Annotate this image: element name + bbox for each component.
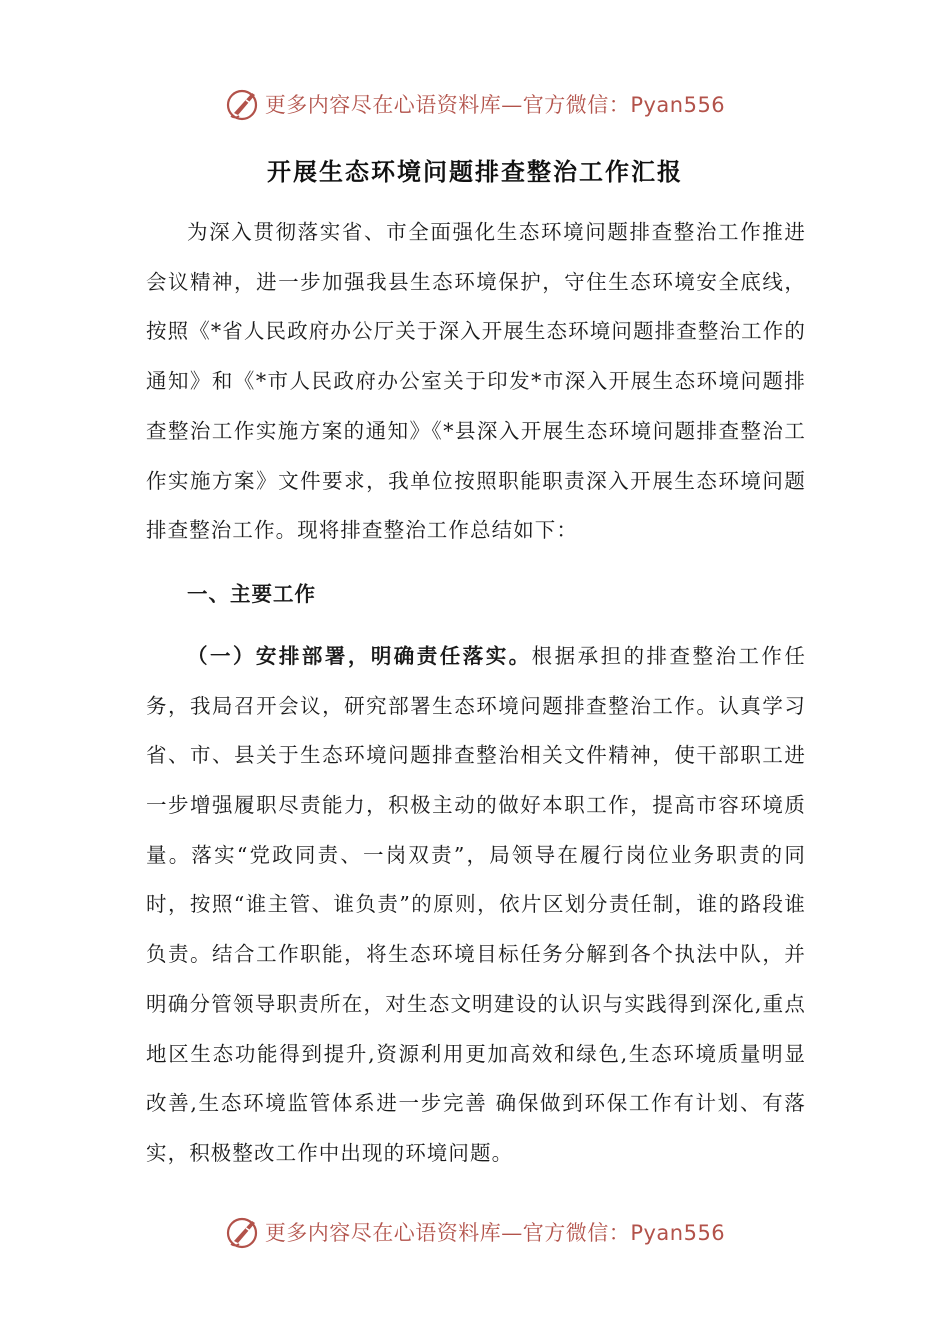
item-lead: （一）安排部署，明确责任落实。 <box>187 643 532 668</box>
document-title: 开展生态环境问题排查整治工作汇报 <box>267 157 683 186</box>
watermark-text: 更多内容尽在心语资料库—官方微信：Pyan556 <box>264 93 726 117</box>
quill-logo-icon <box>225 1214 261 1250</box>
section-heading: 一、主要工作 <box>187 581 316 606</box>
watermark-text: 更多内容尽在心语资料库—官方微信：Pyan556 <box>264 1221 726 1245</box>
document-body <box>146 208 806 1179</box>
quill-logo-icon <box>225 86 261 122</box>
watermark-banner-bottom <box>0 1212 950 1252</box>
intro-paragraph: 为深入贯彻落实省、市全面强化生态环境问题排查整治工作推进会议精神，进一步加强我县生态环境保护，守住生态环境安全底线，按照《*省人民政府办公厅关于深入开展生态环境问题排查整治工作的通知》和《*市人民政府办公室关于印发*市深入开展生态环境问题排查整治工作实施方案的通知》《*县深入开展生态环境问题排查整治工作实施方案》文件要求，我单位按照职能职责深入开展生态环境问题排查整治工作。现将排查整治工作总结如下： <box>146 220 806 543</box>
watermark-banner-top <box>0 84 950 124</box>
item-body: 根据承担的排查整治工作任务，我局召开会议，研究部署生态环境问题排查整治工作。认真学习省、市、县关于生态环境问题排查整治相关文件精神，使干部职工进一步增强履职尽责能力，积极主动的做好本职工作，提高市容环境质量。落实“党政同责、一岗双责”，局领导在履行岗位业务职责的同时，按照“谁主管、谁负责”的原则，依片区划分责任制，谁的路段谁负责。结合工作职能，将生态环境目标任务分解到各个执法中队，并明确分管领导职责所在，对生态文明建设的认识与实践得到深化,重点地区生态功能得到提升,资源利用更加高效和绿色,生态环境质量明显改善,生态环境监管体系进一步完善 确保做到环保工作有计划、有落实，积极整改工作中出现的环境问题。 <box>146 643 807 1165</box>
item-paragraph <box>146 632 806 1179</box>
watermark-handle: Pyan556 <box>630 93 726 117</box>
watermark-handle: Pyan556 <box>630 1221 726 1245</box>
